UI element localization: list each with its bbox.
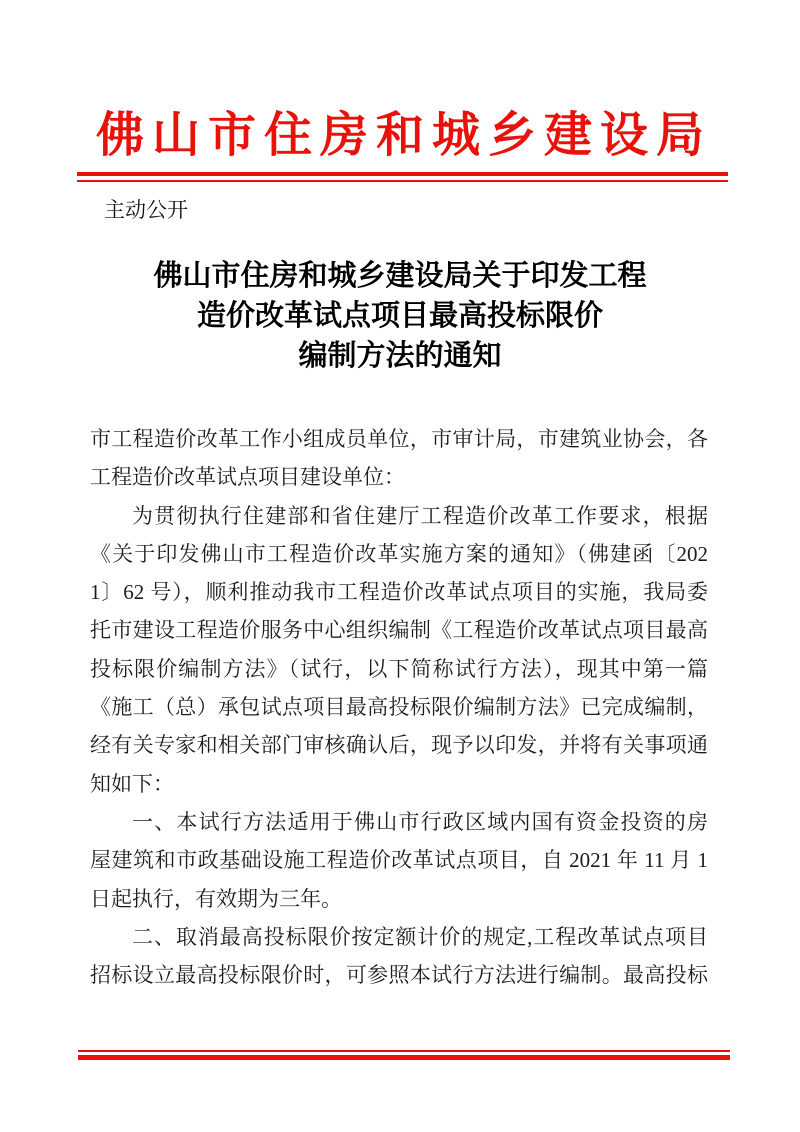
body-line: 托市建设工程造价服务中心组织编制《工程造价改革试点项目最高: [90, 618, 708, 643]
body-line: 日起执行，有效期为三年。: [90, 886, 342, 911]
body-line: 1〕62 号），顺利推动我市工程造价改革试点项目的实施，我局委: [90, 580, 708, 605]
publicity-label: 主动公开: [104, 199, 188, 222]
body-line: 知如下：: [90, 771, 174, 796]
body-line: 为贯彻执行住建部和省住建厅工程造价改革工作要求，根据: [132, 503, 708, 528]
body-line: 工程造价改革试点项目建设单位：: [90, 465, 405, 490]
masthead-divider: [77, 172, 728, 182]
document-title: [60, 256, 740, 376]
body-line: 投标限价编制方法》（试行，以下简称试行方法），现其中第一篇: [90, 656, 708, 681]
body-line: 《施工（总）承包试点项目最高投标限价编制方法》已完成编制，: [90, 695, 708, 720]
body-line: 屋建筑和市政基础设施工程造价改革试点项目，自 2021 年 11 月 1: [90, 848, 708, 873]
footer-divider: [78, 1050, 730, 1060]
document-title-line-1: 佛山市住房和城乡建设局关于印发工程: [153, 260, 647, 292]
body-line: 《关于印发佛山市工程造价改革实施方案的通知》（佛建函〔202: [90, 541, 708, 566]
body-line: 一、本试行方法适用于佛山市行政区域内国有资金投资的房: [132, 809, 708, 834]
body-line: 市工程造价改革工作小组成员单位，市审计局，市建筑业协会，各: [90, 427, 708, 451]
document-title-line-2: 造价改革试点项目最高投标限价: [196, 300, 603, 332]
body-line: 招标设立最高投标限价时，可参照本试行方法进行编制。最高投标: [90, 963, 708, 988]
body-line: 二、取消最高投标限价按定额计价的规定,工程改革试点项目: [132, 924, 708, 949]
agency-masthead: 佛山市住房和城乡建设局: [95, 109, 712, 162]
document-title-line-3: 编制方法的通知: [298, 340, 502, 372]
body-line: 经有关专家和相关部门审核确认后，现予以印发，并将有关事项通: [90, 733, 708, 758]
document-body: [90, 420, 708, 994]
